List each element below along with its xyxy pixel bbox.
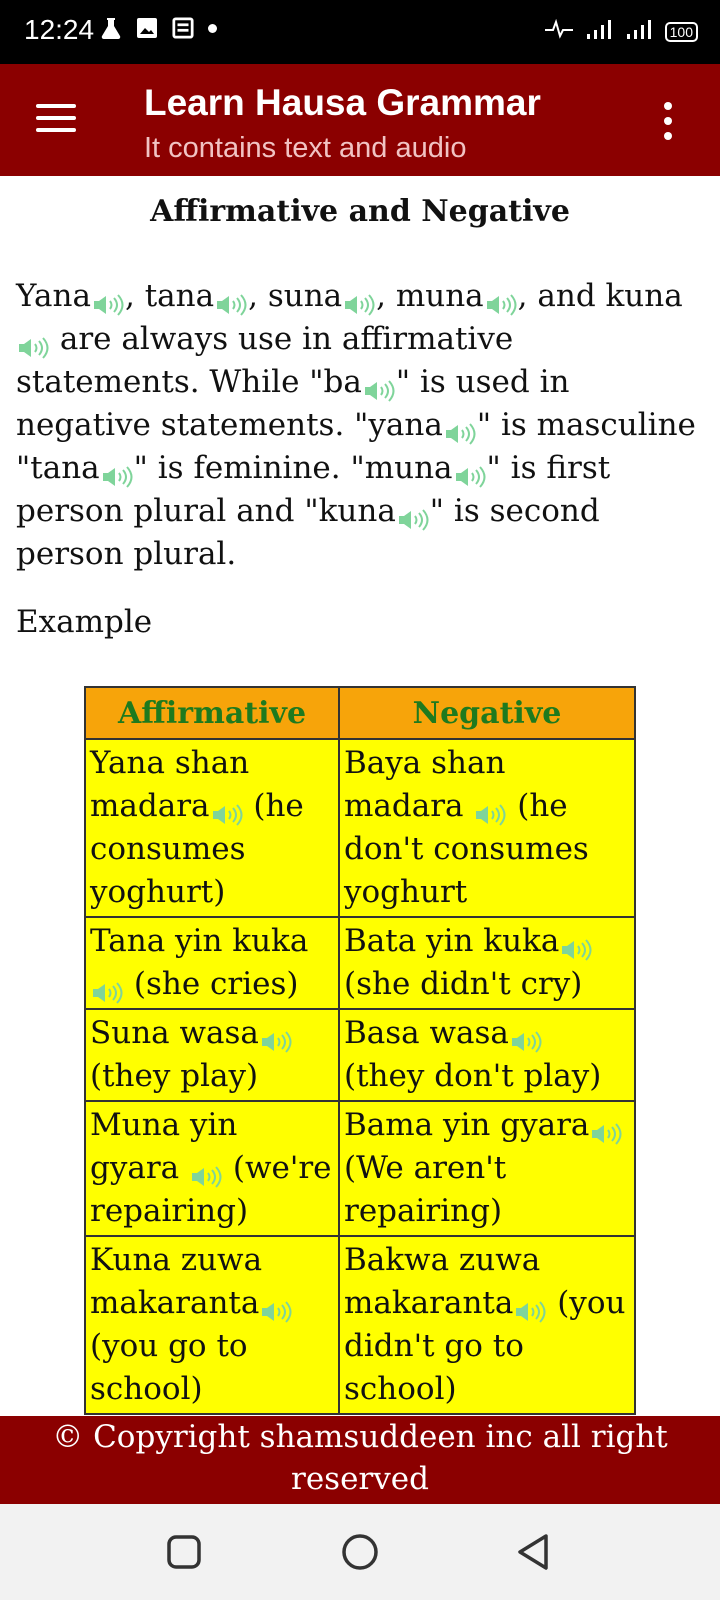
hausa-text: Bakwa zuwa makaranta [344, 1242, 541, 1321]
example-label: Example [16, 604, 153, 640]
copyright-text: © Copyright shamsuddeen inc all right reserved [52, 1419, 668, 1497]
speaker-icon[interactable] [396, 501, 430, 525]
affirmative-cell [85, 917, 339, 1009]
translation-text: (you go to school) [90, 1328, 248, 1407]
translation-text: (We aren't repairing) [344, 1150, 507, 1229]
activity-icon [545, 19, 573, 44]
speaker-icon[interactable] [259, 1023, 293, 1047]
header-affirmative: Affirmative [85, 687, 339, 739]
speaker-icon[interactable] [443, 415, 477, 439]
translation-text: (we're repairing) [90, 1150, 332, 1229]
text-span: Yana [16, 278, 91, 314]
text-span: , muna [376, 278, 484, 314]
table-row [85, 739, 635, 917]
hausa-text: Suna wasa [90, 1015, 259, 1051]
speaker-icon[interactable] [589, 1115, 623, 1139]
text-span: , suna [248, 278, 343, 314]
text-span: , and kuna [517, 278, 683, 314]
recents-button[interactable] [164, 1532, 204, 1572]
text-span: " is masculine "tana [16, 407, 696, 486]
speaker-icon[interactable] [362, 372, 396, 396]
speaker-icon[interactable] [453, 458, 487, 482]
hausa-text: Bata yin kuka [344, 923, 560, 959]
signal-icon [625, 18, 653, 45]
header-negative: Negative [339, 687, 635, 739]
copyright-footer [0, 1416, 720, 1504]
hausa-text: Baya shan madara [344, 745, 506, 824]
speaker-icon[interactable] [342, 286, 376, 310]
text-span: " is feminine. "muna [133, 450, 453, 486]
recents-icon [164, 1532, 204, 1572]
affirmative-cell [85, 1236, 339, 1414]
speaker-icon[interactable] [189, 1158, 223, 1182]
image-icon [136, 16, 158, 40]
table-header-row [85, 687, 635, 739]
speaker-icon[interactable] [259, 1293, 293, 1317]
back-button[interactable] [514, 1532, 554, 1572]
hausa-text: Bama yin gyara [344, 1107, 590, 1143]
text-span: , tana [125, 278, 215, 314]
speaker-icon[interactable] [100, 458, 134, 482]
lesson-content [0, 176, 720, 1416]
hausa-text: Tana yin kuka [90, 923, 309, 959]
table-row [85, 1009, 635, 1101]
translation-text: (she cries) [124, 966, 299, 1002]
speaker-icon[interactable] [16, 329, 50, 353]
translation-text: (he don't consumes yoghurt [344, 788, 589, 910]
affirmative-cell [85, 1101, 339, 1236]
speaker-icon[interactable] [214, 286, 248, 310]
speaker-icon[interactable] [473, 796, 507, 820]
negative-cell [339, 739, 635, 917]
table-row [85, 1236, 635, 1414]
negative-cell [339, 1101, 635, 1236]
affirmative-cell [85, 1009, 339, 1101]
table-row [85, 1101, 635, 1236]
hausa-text: Yana shan madara [90, 745, 250, 824]
status-bar [0, 0, 720, 64]
speaker-icon[interactable] [91, 286, 125, 310]
flask-icon [100, 16, 122, 40]
status-time: 12:24 [24, 14, 95, 45]
back-icon [514, 1532, 554, 1572]
text-span: " is first person plural and "kuna [16, 450, 611, 529]
hausa-text: Muna yin gyara [90, 1107, 238, 1186]
system-nav-bar [0, 1504, 720, 1600]
speaker-icon[interactable] [210, 796, 244, 820]
translation-text: (they play) [90, 1058, 259, 1094]
text-span: are always use in affirmative statements. While "ba [16, 321, 514, 400]
app-title: Learn Hausa Grammar [144, 82, 541, 123]
translation-text: (you didn't go to school) [344, 1285, 626, 1407]
notification-icons [100, 16, 217, 40]
comparison-table [84, 686, 636, 1415]
speaker-icon[interactable] [559, 931, 593, 955]
signal-icon [585, 18, 613, 45]
text-span: " is second person plural. [16, 493, 600, 572]
hausa-text: Kuna zuwa makaranta [90, 1242, 263, 1321]
home-button[interactable] [340, 1532, 380, 1572]
negative-cell [339, 1009, 635, 1101]
app-subtitle: It contains text and audio [144, 132, 467, 164]
affirmative-cell [85, 739, 339, 917]
hausa-text: Basa wasa [344, 1015, 509, 1051]
speaker-icon[interactable] [513, 1293, 547, 1317]
page-title: Affirmative and Negative [150, 194, 570, 229]
system-icons [545, 18, 698, 45]
hamburger-menu-icon[interactable] [36, 104, 76, 136]
lesson-paragraph [16, 275, 704, 576]
battery-icon: 100 [665, 22, 698, 42]
text-span: " is used in negative statements. "yana [16, 364, 570, 443]
news-icon [172, 16, 194, 40]
speaker-icon[interactable] [90, 974, 124, 998]
table-row [85, 917, 635, 1009]
translation-text: (they don't play) [344, 1058, 602, 1094]
translation-text: (she didn't cry) [344, 966, 583, 1002]
more-notifications-dot [208, 24, 217, 33]
negative-cell [339, 917, 635, 1009]
negative-cell [339, 1236, 635, 1414]
home-icon [340, 1532, 380, 1572]
speaker-icon[interactable] [484, 286, 518, 310]
speaker-icon[interactable] [509, 1023, 543, 1047]
translation-text: (he consumes yoghurt) [90, 788, 304, 910]
more-vert-icon[interactable] [664, 102, 674, 147]
app-bar [0, 64, 720, 176]
